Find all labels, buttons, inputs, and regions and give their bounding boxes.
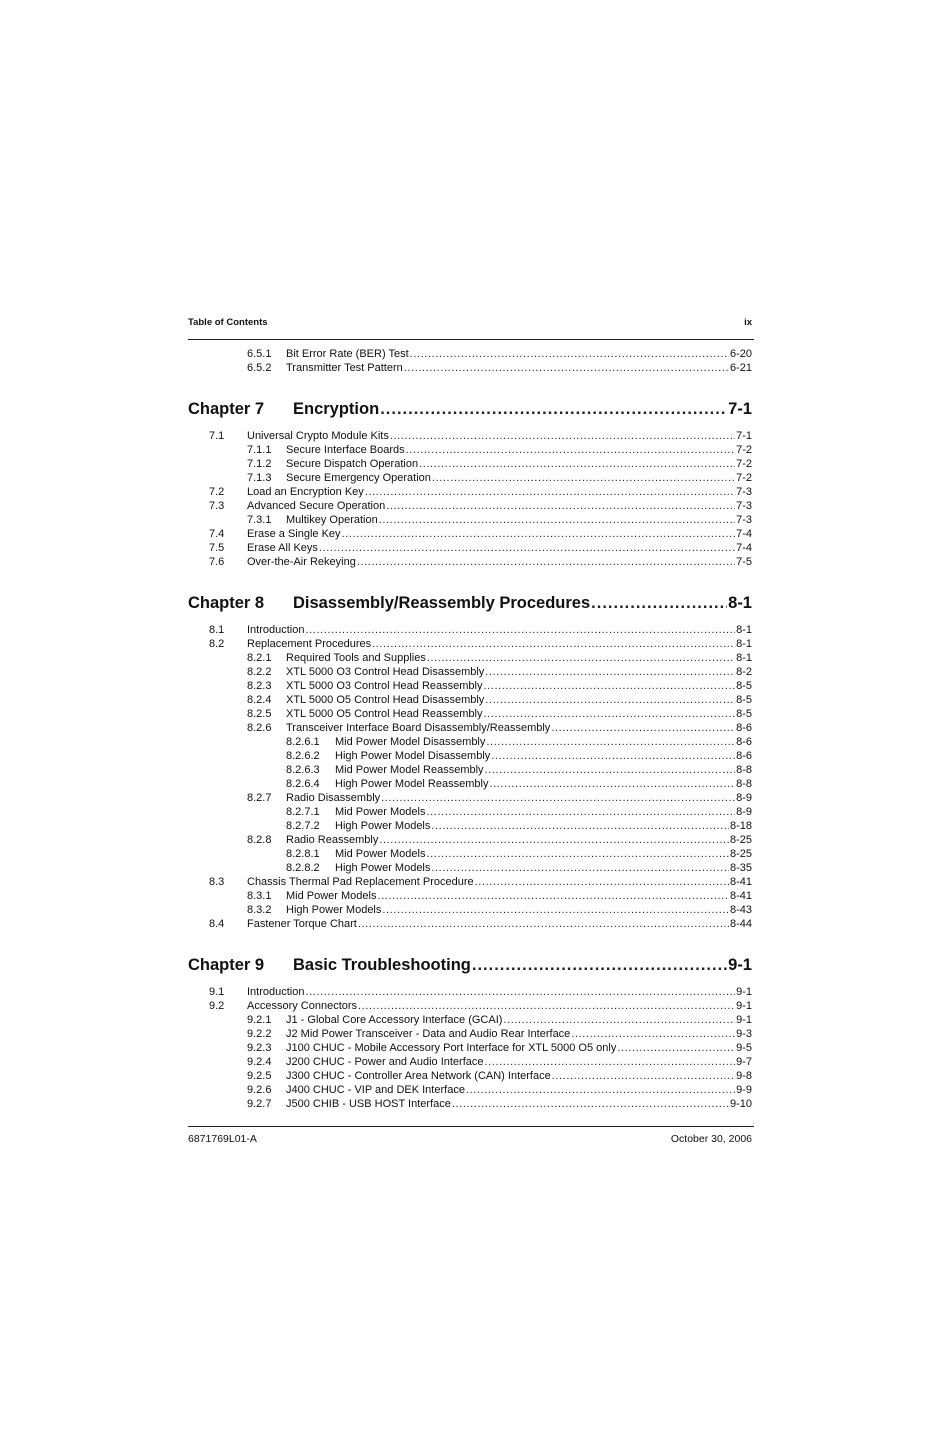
entry-text: [286, 1097, 752, 1111]
entry-text: [286, 471, 752, 485]
header-page-number: ix: [744, 317, 752, 328]
dot-leader: [342, 527, 736, 541]
entry-page: 7-3: [736, 486, 752, 498]
entry-title: XTL 5000 O3 Control Head Reassembly: [286, 680, 483, 692]
entry-number: 8.3.1: [247, 890, 272, 902]
dot-leader: [571, 1027, 735, 1041]
dot-leader: [419, 457, 735, 471]
toc-entry[interactable]: [188, 999, 752, 1013]
dot-leader: [426, 847, 728, 861]
entry-number: 8.3: [209, 876, 225, 888]
toc-entry[interactable]: [188, 1055, 752, 1069]
toc-entry[interactable]: [188, 527, 752, 541]
toc-entry[interactable]: [188, 541, 752, 555]
entry-title: J1 - Global Core Accessory Interface (GCAI): [286, 1014, 503, 1026]
chapter-heading[interactable]: [188, 397, 752, 421]
entry-text: [247, 527, 752, 541]
dot-leader: [358, 999, 735, 1013]
entry-page: 9-8: [736, 1070, 752, 1082]
toc-entry[interactable]: [188, 985, 752, 999]
toc-entry[interactable]: [188, 805, 752, 819]
entry-text: [247, 429, 752, 443]
entry-title: Transceiver Interface Board Disassembly/Reassembly: [286, 722, 551, 734]
toc-entry[interactable]: [188, 721, 752, 735]
entry-number: 8.2.6.1: [286, 736, 320, 748]
entry-title: Secure Dispatch Operation: [286, 458, 419, 470]
dot-leader: [466, 1083, 735, 1097]
dot-leader: [358, 917, 729, 931]
entry-title: Introduction: [247, 986, 305, 998]
entry-title: Secure Interface Boards: [286, 444, 405, 456]
dot-leader: [377, 889, 728, 903]
entry-page: 9-1: [736, 1000, 752, 1012]
entry-title: J2 Mid Power Transceiver - Data and Audio Rear Interface: [286, 1028, 571, 1040]
toc-entry[interactable]: [188, 1027, 752, 1041]
entry-text: [286, 1069, 752, 1083]
dot-leader: [365, 485, 735, 499]
entry-title: Erase All Keys: [247, 542, 318, 554]
entry-number: 8.2.7.2: [286, 820, 320, 832]
table-of-contents: [188, 347, 752, 1111]
dot-leader: [404, 361, 729, 375]
dot-leader: [475, 875, 729, 889]
entry-page: 9-7: [736, 1056, 752, 1068]
entry-title: J200 CHUC - Power and Audio Interface: [286, 1056, 484, 1068]
running-footer: [188, 1133, 752, 1147]
entry-title: Universal Crypto Module Kits: [247, 430, 389, 442]
entry-number: 9.2.3: [247, 1042, 272, 1054]
toc-entry[interactable]: [188, 637, 752, 651]
entry-title: Mid Power Models: [286, 890, 377, 902]
dot-leader: [472, 953, 727, 977]
entry-number: 8.2.6.2: [286, 750, 320, 762]
entry-text: [286, 1055, 752, 1069]
entry-page: 6-20: [729, 348, 752, 360]
dot-leader: [431, 819, 729, 833]
entry-text: [335, 735, 752, 749]
entry-title: J100 CHUC - Mobile Accessory Port Interface for XTL 5000 O5 only: [286, 1042, 617, 1054]
entry-title: Fastener Torque Chart: [247, 918, 357, 930]
dot-leader: [452, 1097, 729, 1111]
entry-title: High Power Models: [335, 862, 431, 874]
entry-number: 8.2.1: [247, 652, 272, 664]
toc-entry[interactable]: [188, 735, 752, 749]
entry-text: [286, 707, 752, 721]
footer-rule: [188, 1126, 754, 1127]
dot-leader: [431, 861, 729, 875]
entry-number: 9.2.4: [247, 1056, 272, 1068]
entry-title: Radio Reassembly: [286, 834, 379, 846]
entry-text: [247, 485, 752, 499]
entry-number: 8.2.4: [247, 694, 272, 706]
entry-text: [286, 361, 752, 375]
toc-entry[interactable]: [188, 917, 752, 931]
dot-leader: [319, 541, 735, 555]
entry-title: Multikey Operation: [286, 514, 378, 526]
entry-text: [247, 541, 752, 555]
entry-text: [335, 819, 752, 833]
entry-page: 8-44: [729, 918, 752, 930]
entry-text: [286, 651, 752, 665]
entry-number: 9.2: [209, 1000, 225, 1012]
entry-page: 8-1: [736, 624, 752, 636]
entry-text: [247, 985, 752, 999]
entry-title: XTL 5000 O3 Control Head Disassembly: [286, 666, 485, 678]
footer-date: October 30, 2006: [670, 1133, 752, 1145]
dot-leader: [552, 1069, 735, 1083]
entry-title: Erase a Single Key: [247, 528, 341, 540]
entry-title: Mid Power Model Reassembly: [335, 764, 484, 776]
entry-title: Load an Encryption Key: [247, 486, 364, 498]
dot-leader: [485, 693, 735, 707]
toc-entry[interactable]: [188, 623, 752, 637]
entry-page: 8-35: [729, 862, 752, 874]
dot-leader: [489, 777, 735, 791]
entry-title: Mid Power Models: [335, 806, 426, 818]
entry-text: [247, 555, 752, 569]
dot-leader: [485, 1055, 736, 1069]
dot-leader: [410, 347, 729, 361]
dot-leader: [485, 763, 736, 777]
entry-title: Accessory Connectors: [247, 1000, 358, 1012]
entry-text: [335, 763, 752, 777]
toc-entry[interactable]: [188, 903, 752, 917]
toc-entry[interactable]: [188, 847, 752, 861]
dot-leader: [551, 721, 735, 735]
dot-leader: [427, 651, 735, 665]
dot-leader: [390, 429, 735, 443]
entry-number: 7.1: [209, 430, 225, 442]
toc-entry[interactable]: [188, 833, 752, 847]
entry-page: 8-5: [736, 680, 752, 692]
chapter-title: Encryption: [293, 400, 380, 418]
toc-entry[interactable]: [188, 791, 752, 805]
dot-leader: [382, 903, 729, 917]
entry-page: 8-6: [736, 722, 752, 734]
entry-page: 7-4: [736, 528, 752, 540]
entry-page: 9-10: [729, 1098, 752, 1110]
chapter-heading[interactable]: [188, 591, 752, 615]
dot-leader: [386, 499, 735, 513]
entry-number: 8.2.7: [247, 792, 272, 804]
entry-title: J300 CHUC - Controller Area Network (CAN) Interface: [286, 1070, 551, 1082]
entry-title: Bit Error Rate (BER) Test: [286, 348, 409, 360]
chapter-label: Chapter 7: [188, 400, 265, 418]
entry-number: 8.2.2: [247, 666, 272, 678]
toc-entry[interactable]: [188, 555, 752, 569]
entry-page: 8-9: [736, 792, 752, 804]
toc-entry[interactable]: [188, 679, 752, 693]
entry-title: J400 CHUC - VIP and DEK Interface: [286, 1084, 465, 1096]
dot-leader: [486, 735, 735, 749]
chapter-page: 9-1: [728, 956, 752, 974]
entry-title: High Power Models: [335, 820, 431, 832]
entry-number: 8.2: [209, 638, 225, 650]
entry-page: 7-5: [736, 556, 752, 568]
entry-text: [286, 457, 752, 471]
entry-title: Radio Disassembly: [286, 792, 381, 804]
entry-number: 9.1: [209, 986, 225, 998]
entry-number: 8.3.2: [247, 904, 272, 916]
entry-number: 7.4: [209, 528, 225, 540]
entry-text: [286, 693, 752, 707]
toc-entry[interactable]: [188, 763, 752, 777]
entry-text: [286, 791, 752, 805]
header-section-title: Table of Contents: [188, 317, 268, 328]
entry-number: 8.2.8: [247, 834, 272, 846]
entry-page: 8-1: [736, 638, 752, 650]
entry-text: [247, 917, 752, 931]
entry-number: 8.1: [209, 624, 225, 636]
toc-entry[interactable]: [188, 1041, 752, 1055]
entry-text: [247, 999, 752, 1013]
entry-text: [335, 861, 752, 875]
entry-title: High Power Model Disassembly: [335, 750, 491, 762]
entry-number: 8.2.8.2: [286, 862, 320, 874]
entry-number: 8.2.5: [247, 708, 272, 720]
dot-leader: [379, 513, 735, 527]
entry-title: Replacement Procedures: [247, 638, 372, 650]
entry-page: 7-2: [736, 444, 752, 456]
dot-leader: [591, 591, 727, 615]
entry-number: 7.1.3: [247, 472, 272, 484]
entry-text: [286, 1083, 752, 1097]
entry-title: Advanced Secure Operation: [247, 500, 386, 512]
entry-text: [286, 347, 752, 361]
entry-page: 9-3: [736, 1028, 752, 1040]
entry-title: High Power Models: [286, 904, 382, 916]
chapter-text: [293, 591, 752, 615]
entry-page: 8-25: [729, 848, 752, 860]
entry-page: 7-3: [736, 500, 752, 512]
entry-page: 8-9: [736, 806, 752, 818]
chapter-page: 8-1: [728, 594, 752, 612]
dot-leader: [380, 397, 727, 421]
toc-entry[interactable]: [188, 347, 752, 361]
chapter-page: 7-1: [728, 400, 752, 418]
entry-number: 7.3.1: [247, 514, 272, 526]
chapter-text: [293, 953, 752, 977]
entry-page: 7-1: [736, 430, 752, 442]
entry-number: 6.5.2: [247, 362, 272, 374]
toc-entry[interactable]: [188, 777, 752, 791]
entry-text: [335, 777, 752, 791]
dot-leader: [372, 637, 735, 651]
entry-text: [247, 499, 752, 513]
entry-number: 8.2.6: [247, 722, 272, 734]
entry-title: Introduction: [247, 624, 305, 636]
entry-text: [286, 665, 752, 679]
footer-document-number: 6871769L01-A: [188, 1133, 257, 1145]
entry-text: [247, 623, 752, 637]
dot-leader: [305, 985, 735, 999]
entry-page: 8-5: [736, 694, 752, 706]
entry-title: Required Tools and Supplies: [286, 652, 426, 664]
entry-text: [286, 513, 752, 527]
toc-entry[interactable]: [188, 819, 752, 833]
running-header: [188, 317, 752, 331]
entry-page: 6-21: [729, 362, 752, 374]
chapter-text: [293, 397, 752, 421]
toc-entry[interactable]: [188, 665, 752, 679]
entry-title: Chassis Thermal Pad Replacement Procedure: [247, 876, 474, 888]
entry-number: 7.2: [209, 486, 225, 498]
dot-leader: [483, 679, 735, 693]
toc-entry[interactable]: [188, 1097, 752, 1111]
toc-entry[interactable]: [188, 651, 752, 665]
entry-title: J500 CHIB - USB HOST Interface: [286, 1098, 451, 1110]
entry-page: 9-9: [736, 1084, 752, 1096]
toc-entry[interactable]: [188, 749, 752, 763]
entry-number: 9.2.5: [247, 1070, 272, 1082]
entry-page: 8-8: [736, 764, 752, 776]
dot-leader: [483, 707, 735, 721]
chapter-label: Chapter 9: [188, 956, 265, 974]
entry-number: 8.2.7.1: [286, 806, 320, 818]
entry-title: Transmitter Test Pattern: [286, 362, 403, 374]
entry-text: [335, 805, 752, 819]
entry-number: 9.2.1: [247, 1014, 272, 1026]
entry-title: High Power Model Reassembly: [335, 778, 489, 790]
entry-number: 8.2.6.3: [286, 764, 320, 776]
entry-page: 7-4: [736, 542, 752, 554]
entry-number: 8.2.3: [247, 680, 272, 692]
toc-entry[interactable]: [188, 485, 752, 499]
toc-entry[interactable]: [188, 1013, 752, 1027]
entry-text: [286, 1041, 752, 1055]
entry-text: [286, 1013, 752, 1027]
toc-entry[interactable]: [188, 499, 752, 513]
toc-entry[interactable]: [188, 707, 752, 721]
entry-text: [335, 847, 752, 861]
entry-number: 7.1.1: [247, 444, 272, 456]
entry-number: 7.1.2: [247, 458, 272, 470]
toc-entry[interactable]: [188, 471, 752, 485]
entry-page: 8-41: [729, 890, 752, 902]
entry-number: 6.5.1: [247, 348, 272, 360]
chapter-label: Chapter 8: [188, 594, 265, 612]
entry-text: [335, 749, 752, 763]
toc-entry[interactable]: [188, 429, 752, 443]
entry-text: [247, 875, 752, 889]
entry-number: 9.2.7: [247, 1098, 272, 1110]
dot-leader: [357, 555, 735, 569]
toc-entry[interactable]: [188, 861, 752, 875]
dot-leader: [485, 665, 735, 679]
entry-page: 9-1: [736, 986, 752, 998]
entry-page: 9-1: [736, 1014, 752, 1026]
entry-title: Over-the-Air Rekeying: [247, 556, 356, 568]
entry-page: 8-1: [736, 652, 752, 664]
toc-entry[interactable]: [188, 693, 752, 707]
entry-text: [286, 1027, 752, 1041]
entry-page: 7-2: [736, 472, 752, 484]
entry-title: Mid Power Model Disassembly: [335, 736, 486, 748]
entry-page: 8-43: [729, 904, 752, 916]
entry-number: 8.2.8.1: [286, 848, 320, 860]
header-rule: [188, 339, 754, 340]
entry-page: 8-41: [729, 876, 752, 888]
dot-leader: [381, 791, 735, 805]
chapter-title: Disassembly/Reassembly Procedures: [293, 594, 591, 612]
entry-title: XTL 5000 O5 Control Head Reassembly: [286, 708, 483, 720]
entry-number: 8.4: [209, 918, 225, 930]
entry-text: [286, 833, 752, 847]
dot-leader: [305, 623, 735, 637]
entry-page: 8-25: [729, 834, 752, 846]
entry-page: 8-18: [729, 820, 752, 832]
toc-entry[interactable]: [188, 361, 752, 375]
entry-page: 8-5: [736, 708, 752, 720]
toc-entry[interactable]: [188, 875, 752, 889]
entry-number: 7.6: [209, 556, 225, 568]
toc-entry[interactable]: [188, 443, 752, 457]
chapter-heading[interactable]: [188, 953, 752, 977]
entry-text: [286, 721, 752, 735]
entry-page: 8-6: [736, 736, 752, 748]
entry-text: [286, 903, 752, 917]
entry-number: 7.5: [209, 542, 225, 554]
dot-leader: [503, 1013, 735, 1027]
entry-number: 8.2.6.4: [286, 778, 320, 790]
entry-title: Secure Emergency Operation: [286, 472, 431, 484]
entry-number: 7.3: [209, 500, 225, 512]
entry-page: 8-8: [736, 778, 752, 790]
dot-leader: [426, 805, 735, 819]
entry-page: 7-2: [736, 458, 752, 470]
entry-number: 9.2.2: [247, 1028, 272, 1040]
dot-leader: [406, 443, 735, 457]
dot-leader: [617, 1041, 735, 1055]
entry-page: 8-6: [736, 750, 752, 762]
entry-page: 8-2: [736, 666, 752, 678]
entry-title: Mid Power Models: [335, 848, 426, 860]
entry-text: [286, 443, 752, 457]
toc-entry[interactable]: [188, 889, 752, 903]
toc-entry[interactable]: [188, 1083, 752, 1097]
entry-title: XTL 5000 O5 Control Head Disassembly: [286, 694, 485, 706]
toc-entry[interactable]: [188, 513, 752, 527]
entry-page: 9-5: [736, 1042, 752, 1054]
toc-entry[interactable]: [188, 457, 752, 471]
entry-text: [247, 637, 752, 651]
dot-leader: [491, 749, 735, 763]
chapter-title: Basic Troubleshooting: [293, 956, 471, 974]
entry-page: 7-3: [736, 514, 752, 526]
entry-number: 9.2.6: [247, 1084, 272, 1096]
toc-entry[interactable]: [188, 1069, 752, 1083]
entry-text: [286, 679, 752, 693]
dot-leader: [432, 471, 735, 485]
entry-text: [286, 889, 752, 903]
dot-leader: [379, 833, 729, 847]
